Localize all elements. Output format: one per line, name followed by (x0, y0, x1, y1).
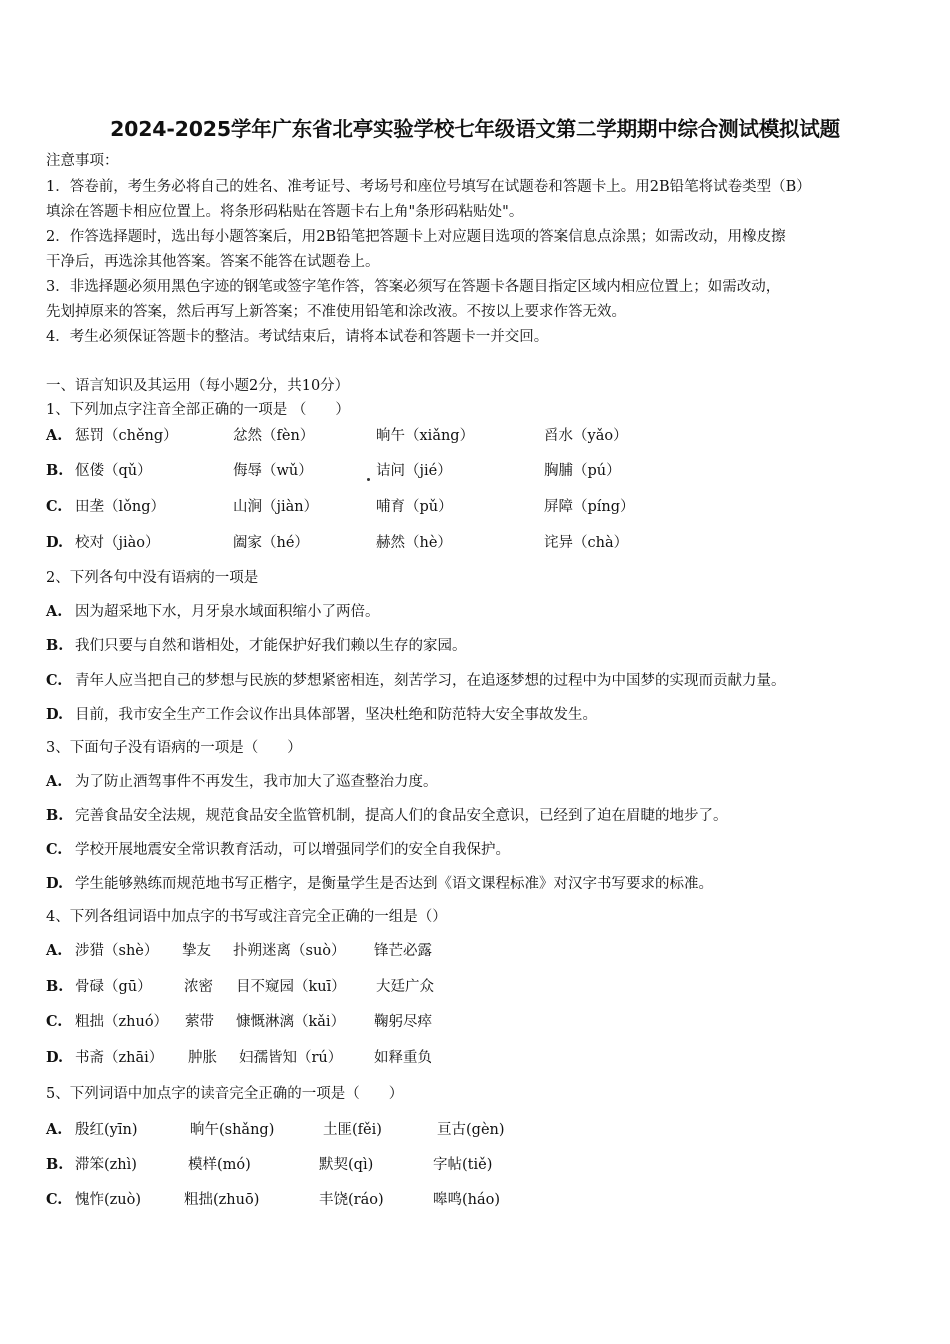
option-item: 惩罚（chěng） (75, 428, 178, 444)
option-text: 学校开展地震安全常识教育活动，可以增强同学们的安全自我保护。 (75, 842, 510, 858)
question-5-stem: 5、下列词语中加点字的读音完全正确的一项是（ ） (46, 1086, 404, 1102)
option-text: 学生能够熟练而规范地书写正楷字，是衡量学生是否达到《语文课程标准》对汉字书写要求的标准。 (75, 876, 713, 892)
question-1-stem: 1、下列加点字注音全部正确的一项是 （ ） (46, 402, 350, 418)
option-label: D. (46, 875, 64, 892)
question-3-stem: 3、下面句子没有语病的一项是（ ） (46, 740, 302, 756)
option-item: 侮辱（wǔ） (233, 463, 313, 479)
option-text: 青年人应当把自己的梦想与民族的梦想紧密相连，刻苦学习，在追逐梦想的过程中为中国梦的实现而贡献力量。 (75, 673, 786, 689)
option-label: C. (46, 672, 63, 689)
option-text: 目前，我市安全生产工作会议作出具体部署，坚决杜绝和防范特大安全事故发生。 (75, 707, 597, 723)
notice-line: 先划掉原来的答案，然后再写上新答案；不准使用铅笔和涂改液。不按以上要求作答无效。 (46, 304, 626, 320)
option-item: 土匪(fěi) (323, 1122, 382, 1138)
option-item: 哺育（pǔ） (376, 499, 453, 515)
option-item: 田垄（lǒng） (75, 499, 165, 515)
option-text: 为了防止酒驾事件不再发生，我市加大了巡查整治力度。 (75, 774, 438, 790)
option-label: B. (46, 462, 64, 479)
option-text: 我们只要与自然和谐相处，才能保护好我们赖以生存的家园。 (75, 638, 467, 654)
notice-line: 干净后，再选涂其他答案。答案不能答在试题卷上。 (46, 254, 380, 270)
notice-heading: 注意事项： (46, 153, 119, 169)
page-title: 2024-2025学年广东省北亭实验学校七年级语文第二学期期中综合测试模拟试题 (110, 117, 840, 141)
emphasis-dot (367, 478, 370, 481)
option-item: 如释重负 (374, 1050, 432, 1066)
option-item: 屏障（píng） (544, 499, 635, 515)
option-item: 骨碌（gū） (75, 979, 152, 995)
option-label: C. (46, 1013, 63, 1030)
option-item: 粗拙(zhuō) (184, 1192, 260, 1208)
option-item: 涉猎（shè） (75, 943, 159, 959)
option-item: 浓密 (184, 979, 213, 995)
option-item: 肿胀 (188, 1050, 217, 1066)
option-label: D. (46, 1049, 64, 1066)
option-label: C. (46, 1191, 63, 1208)
option-label: D. (46, 706, 64, 723)
option-label: A. (46, 427, 63, 444)
option-item: 愧怍(zuò) (75, 1192, 142, 1208)
option-item: 舀水（yǎo） (544, 428, 628, 444)
option-item: 校对（jiào） (75, 535, 160, 551)
notice-line: 4．考生必须保证答题卡的整洁。考试结束后，请将本试卷和答题卡一并交回。 (46, 329, 549, 345)
option-item: 书斋（zhāi） (75, 1050, 164, 1066)
option-item: 山涧（jiàn） (233, 499, 319, 515)
section-heading: 一、语言知识及其运用（每小题2分，共10分） (46, 378, 350, 394)
option-item: 粗拙（zhuó） (75, 1014, 169, 1030)
notice-line: 2．作答选择题时，选出每小题答案后，用2B铅笔把答题卡上对应题目选项的答案信息点涂黑；如需改动，用橡皮擦 (46, 229, 786, 245)
option-item: 晌午(shǎng) (190, 1122, 275, 1138)
option-label: B. (46, 637, 64, 654)
option-item: 挚友 (182, 943, 211, 959)
notice-line: 填涂在答题卡相应位置上。将条形码粘贴在答题卡右上角"条形码粘贴处"。 (46, 204, 524, 220)
option-item: 慷慨淋漓（kǎi） (236, 1014, 346, 1030)
option-item: 字帖(tiě) (433, 1157, 493, 1173)
question-2-stem: 2、下列各句中没有语病的一项是 (46, 570, 259, 586)
option-item: 亘古(gèn) (437, 1122, 505, 1138)
option-item: 嗥鸣(háo) (433, 1192, 501, 1208)
notice-line: 1．答卷前，考生务必将自己的姓名、准考证号、考场号和座位号填写在试题卷和答题卡上。用2B铅笔将试卷类型（B） (46, 179, 811, 195)
option-label: A. (46, 603, 63, 620)
option-item: 大廷广众 (376, 979, 434, 995)
option-item: 胸脯（pú） (544, 463, 621, 479)
option-item: 锋芒必露 (374, 943, 432, 959)
option-item: 伛偻（qǔ） (75, 463, 152, 479)
option-item: 扑朔迷离（suò） (233, 943, 346, 959)
option-item: 晌午（xiǎng） (376, 428, 475, 444)
option-label: A. (46, 942, 63, 959)
option-item: 殷红(yīn) (75, 1122, 138, 1138)
option-item: 丰饶(ráo) (319, 1192, 384, 1208)
option-item: 妇孺皆知（rú） (239, 1050, 343, 1066)
option-item: 鞠躬尽瘁 (374, 1014, 432, 1030)
option-label: B. (46, 807, 64, 824)
notice-line: 3．非选择题必须用黑色字迹的钢笔或签字笔作答，答案必须写在答题卡各题目指定区域内相应位置上；如需改动， (46, 279, 781, 295)
option-item: 滞笨(zhì) (75, 1157, 137, 1173)
option-item: 诧异（chà） (544, 535, 629, 551)
option-item: 模样(mó) (188, 1157, 251, 1173)
option-label: B. (46, 978, 64, 995)
option-item: 默契(qì) (319, 1157, 374, 1173)
option-item: 阖家（hé） (233, 535, 309, 551)
option-item: 目不窥园（kuī） (236, 979, 346, 995)
option-item: 忿然（fèn） (233, 428, 315, 444)
option-label: D. (46, 534, 64, 551)
option-text: 完善食品安全法规，规范食品安全监管机制，提高人们的食品安全意识，已经到了迫在眉睫的地步了。 (75, 808, 728, 824)
option-item: 诘问（jié） (376, 463, 452, 479)
option-item: 赫然（hè） (376, 535, 452, 551)
question-4-stem: 4、下列各组词语中加点字的书写或注音完全正确的一组是（） (46, 909, 447, 925)
option-text: 因为超采地下水，月牙泉水域面积缩小了两倍。 (75, 604, 380, 620)
option-label: B. (46, 1156, 64, 1173)
option-label: C. (46, 498, 63, 515)
option-label: A. (46, 1121, 63, 1138)
option-label: A. (46, 773, 63, 790)
option-item: 萦带 (185, 1014, 214, 1030)
option-label: C. (46, 841, 63, 858)
